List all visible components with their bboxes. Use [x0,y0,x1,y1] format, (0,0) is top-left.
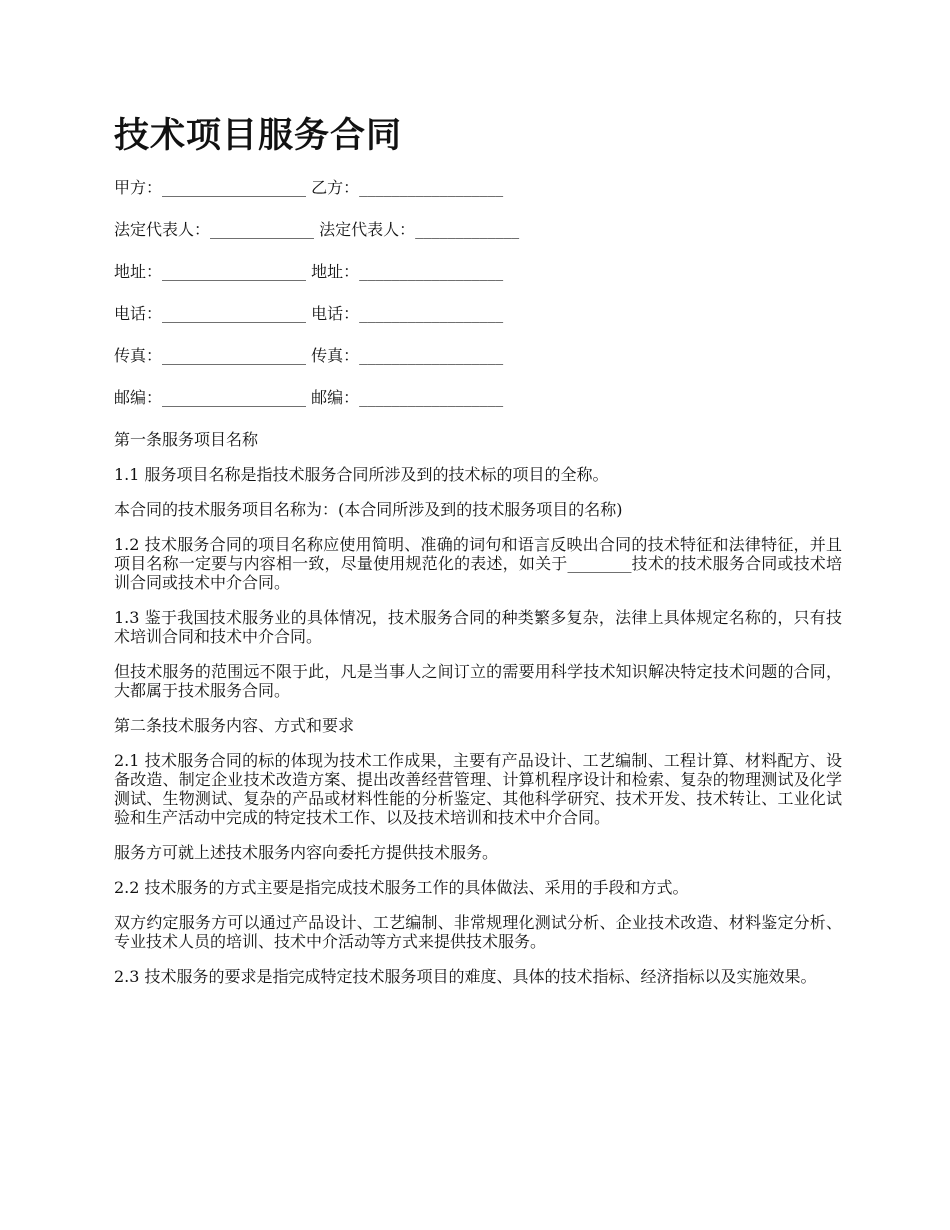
clause-2-2-note: 双方约定服务方可以通过产品设计、工艺编制、非常规理化测试分析、企业技术改造、材料鉴定分析、专业技术人员的培训、技术中介活动等方式来提供技术服务。 [114,913,842,951]
clause-1-2: 1.2 技术服务合同的项目名称应使用简明、准确的词句和语言反映出合同的技术特征和法律特征，并且项目名称一定要与内容相一致，尽量使用规范化的表述，如关于________技术的技术服务合同或技术培训合同或技术中介合同。 [114,535,842,592]
party-b-legal-rep: 法定代表人：_____________ [319,220,520,239]
section-heading-1: 第一条服务项目名称 [114,430,259,449]
contract-body [114,430,842,986]
clause-1-1: 1.1 服务项目名称是指技术服务合同所涉及到的技术标的项目的全称。 [114,465,609,484]
party-a-fax: 传真：__________________ [114,346,307,365]
document-page [114,112,842,1002]
clause-1-3-note: 但技术服务的范围远不限于此，凡是当事人之间订立的需要用科学技术知识解决特定技术问题的合同，大都属于技术服务合同。 [114,662,842,700]
clause-2-2: 2.2 技术服务的方式主要是指完成技术服务工作的具体做法、采用的手段和方式。 [114,878,689,897]
party-row-fax [114,346,842,366]
party-b-address: 地址：__________________ [311,262,504,281]
party-b-fax: 传真：__________________ [311,346,504,365]
party-a-postcode: 邮编：__________________ [114,388,307,407]
party-a-legal-rep: 法定代表人：_____________ [114,220,315,239]
party-a-phone: 电话：__________________ [114,304,307,323]
party-row-phone [114,304,842,324]
clause-1-3: 1.3 鉴于我国技术服务业的具体情况，技术服务合同的种类繁多复杂，法律上具体规定名称的，只有技术培训合同和技术中介合同。 [114,608,842,646]
document-title: 技术项目服务合同 [114,116,403,156]
clause-2-1-note: 服务方可就上述技术服务内容向委托方提供技术服务。 [114,843,499,862]
party-row-party [114,178,842,198]
party-b-label: 乙方：__________________ [311,178,504,197]
party-row-postcode [114,388,842,408]
party-a-address: 地址：__________________ [114,262,307,281]
party-a-label: 甲方：__________________ [114,178,307,197]
party-info-block [114,178,842,408]
party-b-postcode: 邮编：__________________ [311,388,504,407]
party-row-address [114,262,842,282]
clause-1-1-note: 本合同的技术服务项目名称为：(本合同所涉及到的技术服务项目的名称) [114,500,623,519]
party-row-legal-rep [114,220,842,240]
section-heading-2: 第二条技术服务内容、方式和要求 [114,716,355,735]
party-b-phone: 电话：__________________ [311,304,504,323]
clause-2-1: 2.1 技术服务合同的标的体现为技术工作成果，主要有产品设计、工艺编制、工程计算、材料配方、设备改造、制定企业技术改造方案、提出改善经营管理、计算机程序设计和检索、复杂的物理测试及化学测试、生物测试、复杂的产品或材料性能的分析鉴定、其他科学研究、技术开发、技术转让、工业化试验和生产活动中完成的特定技术工作、以及技术培训和技术中介合同。 [114,751,842,827]
clause-2-3: 2.3 技术服务的要求是指完成特定技术服务项目的难度、具体的技术指标、经济指标以及实施效果。 [114,967,817,986]
